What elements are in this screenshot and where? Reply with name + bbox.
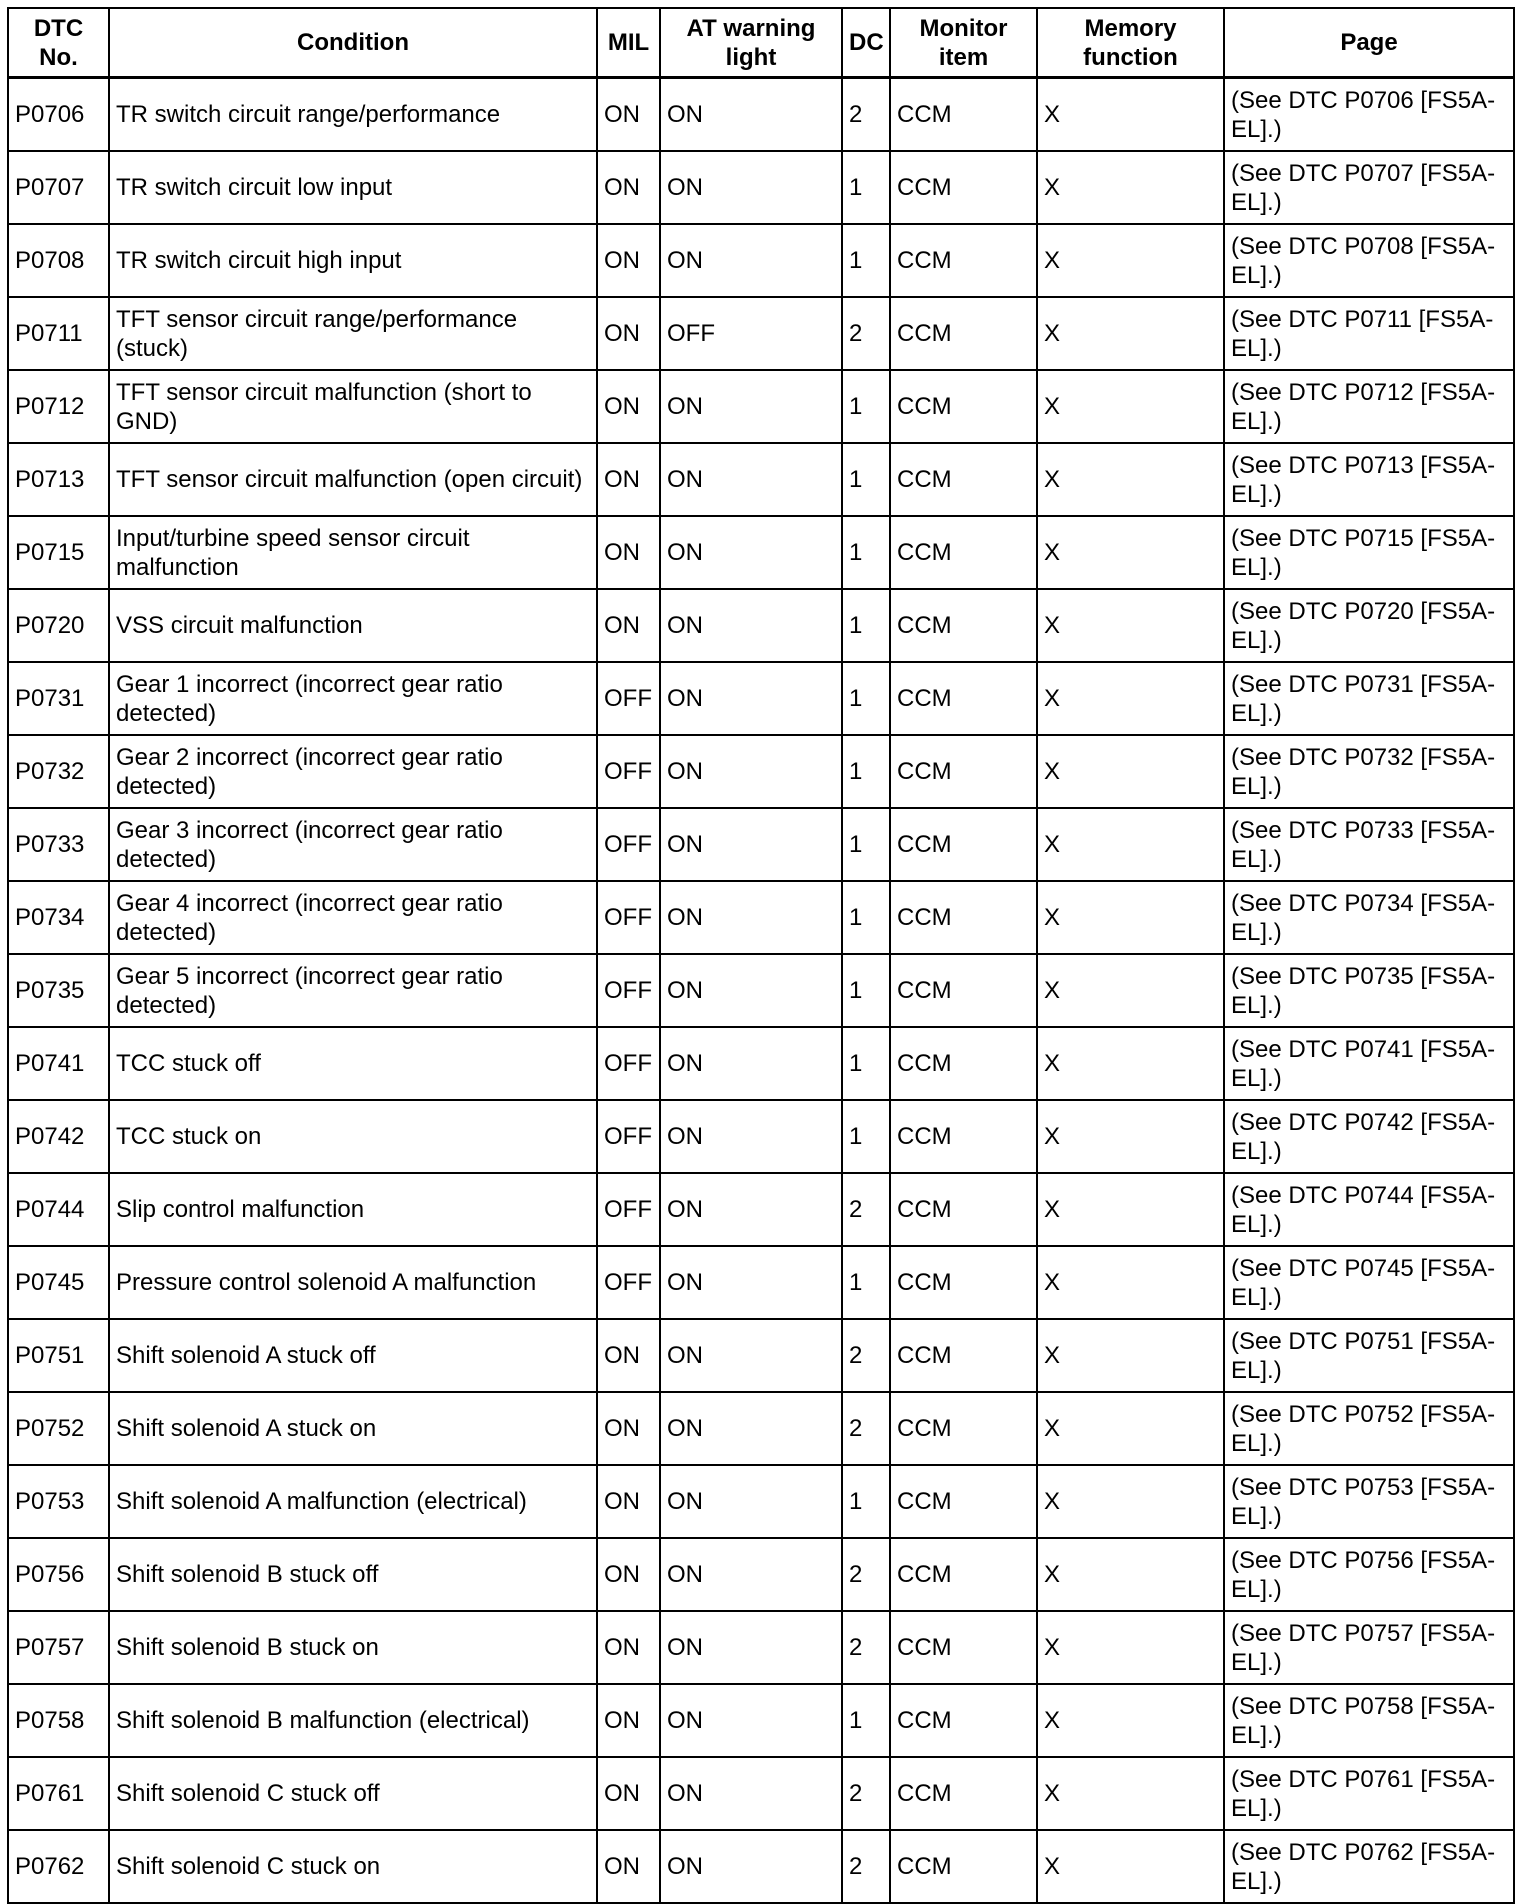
cell-mil: ON	[597, 151, 660, 224]
cell-monitor-item: CCM	[890, 297, 1037, 370]
table-row	[8, 1319, 1514, 1392]
cell-memory-function: X	[1037, 370, 1224, 443]
cell-memory-function: X	[1037, 443, 1224, 516]
cell-page: (See DTC P0706 [FS5A-EL].)	[1224, 78, 1514, 152]
cell-condition: Gear 5 incorrect (incorrect gear ratio detected)	[109, 954, 597, 1027]
cell-monitor-item: CCM	[890, 370, 1037, 443]
table-row	[8, 1830, 1514, 1903]
cell-dc: 1	[842, 516, 890, 589]
header-monitor-item: Monitor item	[890, 8, 1037, 78]
cell-mil: OFF	[597, 1100, 660, 1173]
table-row	[8, 1100, 1514, 1173]
table-row	[8, 954, 1514, 1027]
table-row	[8, 1757, 1514, 1830]
cell-dc: 2	[842, 1538, 890, 1611]
table-row	[8, 735, 1514, 808]
cell-memory-function: X	[1037, 1465, 1224, 1538]
cell-at-warning-light: ON	[660, 1465, 842, 1538]
cell-dtc-no: P0741	[8, 1027, 109, 1100]
cell-condition: Input/turbine speed sensor circuit malfunction	[109, 516, 597, 589]
cell-mil: ON	[597, 1757, 660, 1830]
cell-at-warning-light: ON	[660, 1319, 842, 1392]
cell-dtc-no: P0744	[8, 1173, 109, 1246]
table-row	[8, 1465, 1514, 1538]
cell-mil: ON	[597, 589, 660, 662]
cell-dc: 1	[842, 1465, 890, 1538]
cell-condition: Slip control malfunction	[109, 1173, 597, 1246]
cell-page: (See DTC P0711 [FS5A-EL].)	[1224, 297, 1514, 370]
cell-monitor-item: CCM	[890, 735, 1037, 808]
cell-dtc-no: P0733	[8, 808, 109, 881]
cell-memory-function: X	[1037, 881, 1224, 954]
cell-dtc-no: P0761	[8, 1757, 109, 1830]
cell-mil: ON	[597, 1830, 660, 1903]
cell-at-warning-light: ON	[660, 1757, 842, 1830]
cell-at-warning-light: ON	[660, 1392, 842, 1465]
cell-memory-function: X	[1037, 1757, 1224, 1830]
cell-dtc-no: P0734	[8, 881, 109, 954]
cell-condition: Shift solenoid C stuck on	[109, 1830, 597, 1903]
table-row	[8, 516, 1514, 589]
cell-monitor-item: CCM	[890, 78, 1037, 152]
cell-memory-function: X	[1037, 1173, 1224, 1246]
table-row	[8, 1538, 1514, 1611]
cell-dtc-no: P0707	[8, 151, 109, 224]
cell-dtc-no: P0753	[8, 1465, 109, 1538]
table-row	[8, 662, 1514, 735]
cell-condition: Shift solenoid A stuck off	[109, 1319, 597, 1392]
cell-at-warning-light: ON	[660, 78, 842, 152]
cell-dtc-no: P0758	[8, 1684, 109, 1757]
cell-dc: 2	[842, 78, 890, 152]
cell-dtc-no: P0752	[8, 1392, 109, 1465]
cell-condition: TR switch circuit range/performance	[109, 78, 597, 152]
cell-monitor-item: CCM	[890, 1173, 1037, 1246]
cell-at-warning-light: ON	[660, 443, 842, 516]
cell-mil: ON	[597, 1611, 660, 1684]
cell-page: (See DTC P0720 [FS5A-EL].)	[1224, 589, 1514, 662]
cell-page: (See DTC P0751 [FS5A-EL].)	[1224, 1319, 1514, 1392]
header-dc: DC	[842, 8, 890, 78]
cell-dtc-no: P0713	[8, 443, 109, 516]
cell-monitor-item: CCM	[890, 1611, 1037, 1684]
cell-page: (See DTC P0752 [FS5A-EL].)	[1224, 1392, 1514, 1465]
table-row	[8, 1246, 1514, 1319]
cell-dc: 1	[842, 662, 890, 735]
cell-page: (See DTC P0712 [FS5A-EL].)	[1224, 370, 1514, 443]
cell-page: (See DTC P0741 [FS5A-EL].)	[1224, 1027, 1514, 1100]
cell-mil: ON	[597, 1538, 660, 1611]
cell-condition: Gear 4 incorrect (incorrect gear ratio detected)	[109, 881, 597, 954]
cell-mil: OFF	[597, 808, 660, 881]
table-row	[8, 808, 1514, 881]
cell-mil: ON	[597, 297, 660, 370]
table-row	[8, 1027, 1514, 1100]
cell-dc: 1	[842, 881, 890, 954]
cell-monitor-item: CCM	[890, 1830, 1037, 1903]
cell-dtc-no: P0732	[8, 735, 109, 808]
cell-at-warning-light: ON	[660, 662, 842, 735]
table-row	[8, 297, 1514, 370]
cell-condition: Gear 1 incorrect (incorrect gear ratio detected)	[109, 662, 597, 735]
cell-dc: 1	[842, 1027, 890, 1100]
cell-mil: ON	[597, 516, 660, 589]
cell-condition: TR switch circuit high input	[109, 224, 597, 297]
cell-condition: Shift solenoid C stuck off	[109, 1757, 597, 1830]
cell-at-warning-light: ON	[660, 881, 842, 954]
cell-at-warning-light: ON	[660, 1173, 842, 1246]
cell-at-warning-light: ON	[660, 1027, 842, 1100]
cell-memory-function: X	[1037, 297, 1224, 370]
cell-memory-function: X	[1037, 1100, 1224, 1173]
cell-page: (See DTC P0756 [FS5A-EL].)	[1224, 1538, 1514, 1611]
cell-dc: 2	[842, 297, 890, 370]
cell-dc: 1	[842, 1684, 890, 1757]
cell-page: (See DTC P0753 [FS5A-EL].)	[1224, 1465, 1514, 1538]
cell-mil: OFF	[597, 881, 660, 954]
header-dtc-no: DTC No.	[8, 8, 109, 78]
cell-dtc-no: P0712	[8, 370, 109, 443]
cell-at-warning-light: ON	[660, 1684, 842, 1757]
cell-dc: 2	[842, 1611, 890, 1684]
cell-dc: 2	[842, 1319, 890, 1392]
cell-at-warning-light: ON	[660, 224, 842, 297]
cell-memory-function: X	[1037, 589, 1224, 662]
cell-page: (See DTC P0761 [FS5A-EL].)	[1224, 1757, 1514, 1830]
cell-page: (See DTC P0758 [FS5A-EL].)	[1224, 1684, 1514, 1757]
cell-mil: ON	[597, 224, 660, 297]
header-memory-function: Memory function	[1037, 8, 1224, 78]
cell-mil: ON	[597, 443, 660, 516]
cell-at-warning-light: ON	[660, 370, 842, 443]
cell-at-warning-light: ON	[660, 151, 842, 224]
cell-at-warning-light: ON	[660, 1538, 842, 1611]
cell-memory-function: X	[1037, 735, 1224, 808]
cell-memory-function: X	[1037, 1027, 1224, 1100]
cell-dc: 2	[842, 1830, 890, 1903]
cell-monitor-item: CCM	[890, 1027, 1037, 1100]
cell-condition: TFT sensor circuit malfunction (open circuit)	[109, 443, 597, 516]
cell-at-warning-light: ON	[660, 735, 842, 808]
cell-memory-function: X	[1037, 954, 1224, 1027]
cell-at-warning-light: ON	[660, 954, 842, 1027]
table-row	[8, 1173, 1514, 1246]
cell-at-warning-light: ON	[660, 1100, 842, 1173]
cell-dc: 2	[842, 1392, 890, 1465]
cell-page: (See DTC P0713 [FS5A-EL].)	[1224, 443, 1514, 516]
cell-dtc-no: P0735	[8, 954, 109, 1027]
cell-dc: 2	[842, 1173, 890, 1246]
cell-dtc-no: P0742	[8, 1100, 109, 1173]
cell-dc: 1	[842, 443, 890, 516]
cell-dc: 1	[842, 735, 890, 808]
cell-page: (See DTC P0732 [FS5A-EL].)	[1224, 735, 1514, 808]
cell-mil: ON	[597, 1684, 660, 1757]
cell-at-warning-light: ON	[660, 1830, 842, 1903]
cell-memory-function: X	[1037, 224, 1224, 297]
cell-page: (See DTC P0762 [FS5A-EL].)	[1224, 1830, 1514, 1903]
cell-mil: ON	[597, 1465, 660, 1538]
cell-condition: Shift solenoid B stuck off	[109, 1538, 597, 1611]
cell-monitor-item: CCM	[890, 1757, 1037, 1830]
cell-condition: Shift solenoid A malfunction (electrical)	[109, 1465, 597, 1538]
cell-dc: 2	[842, 1757, 890, 1830]
cell-mil: ON	[597, 1392, 660, 1465]
cell-page: (See DTC P0734 [FS5A-EL].)	[1224, 881, 1514, 954]
cell-dc: 1	[842, 1100, 890, 1173]
cell-memory-function: X	[1037, 662, 1224, 735]
cell-memory-function: X	[1037, 516, 1224, 589]
cell-dtc-no: P0762	[8, 1830, 109, 1903]
cell-dtc-no: P0731	[8, 662, 109, 735]
cell-page: (See DTC P0715 [FS5A-EL].)	[1224, 516, 1514, 589]
cell-monitor-item: CCM	[890, 1465, 1037, 1538]
cell-memory-function: X	[1037, 808, 1224, 881]
cell-monitor-item: CCM	[890, 881, 1037, 954]
cell-mil: OFF	[597, 954, 660, 1027]
table-row	[8, 1611, 1514, 1684]
cell-memory-function: X	[1037, 1684, 1224, 1757]
cell-mil: ON	[597, 1319, 660, 1392]
cell-mil: OFF	[597, 1173, 660, 1246]
cell-monitor-item: CCM	[890, 516, 1037, 589]
table-row	[8, 78, 1514, 152]
cell-page: (See DTC P0731 [FS5A-EL].)	[1224, 662, 1514, 735]
cell-mil: OFF	[597, 735, 660, 808]
cell-at-warning-light: ON	[660, 516, 842, 589]
cell-at-warning-light: ON	[660, 808, 842, 881]
cell-mil: OFF	[597, 662, 660, 735]
cell-condition: Gear 2 incorrect (incorrect gear ratio detected)	[109, 735, 597, 808]
cell-monitor-item: CCM	[890, 224, 1037, 297]
cell-dtc-no: P0751	[8, 1319, 109, 1392]
cell-condition: TR switch circuit low input	[109, 151, 597, 224]
cell-monitor-item: CCM	[890, 1392, 1037, 1465]
cell-condition: TCC stuck off	[109, 1027, 597, 1100]
cell-mil: ON	[597, 78, 660, 152]
table-row	[8, 151, 1514, 224]
table-row	[8, 589, 1514, 662]
table-body	[8, 78, 1514, 1904]
cell-page: (See DTC P0744 [FS5A-EL].)	[1224, 1173, 1514, 1246]
cell-dc: 1	[842, 808, 890, 881]
cell-memory-function: X	[1037, 1611, 1224, 1684]
cell-page: (See DTC P0735 [FS5A-EL].)	[1224, 954, 1514, 1027]
cell-dc: 1	[842, 954, 890, 1027]
cell-memory-function: X	[1037, 1392, 1224, 1465]
cell-condition: Gear 3 incorrect (incorrect gear ratio detected)	[109, 808, 597, 881]
table-row	[8, 1392, 1514, 1465]
cell-dc: 1	[842, 1246, 890, 1319]
cell-condition: TFT sensor circuit malfunction (short to GND)	[109, 370, 597, 443]
cell-dc: 1	[842, 370, 890, 443]
header-at-warning-light: AT warning light	[660, 8, 842, 78]
cell-at-warning-light: OFF	[660, 297, 842, 370]
cell-dtc-no: P0720	[8, 589, 109, 662]
cell-monitor-item: CCM	[890, 808, 1037, 881]
cell-dtc-no: P0756	[8, 1538, 109, 1611]
table-row	[8, 370, 1514, 443]
table-row	[8, 881, 1514, 954]
header-condition: Condition	[109, 8, 597, 78]
cell-condition: VSS circuit malfunction	[109, 589, 597, 662]
cell-memory-function: X	[1037, 78, 1224, 152]
cell-monitor-item: CCM	[890, 589, 1037, 662]
cell-mil: ON	[597, 370, 660, 443]
cell-at-warning-light: ON	[660, 1246, 842, 1319]
cell-dtc-no: P0708	[8, 224, 109, 297]
header-page: Page	[1224, 8, 1514, 78]
table-row	[8, 443, 1514, 516]
cell-monitor-item: CCM	[890, 662, 1037, 735]
dtc-table	[7, 7, 1515, 1904]
cell-dtc-no: P0715	[8, 516, 109, 589]
cell-monitor-item: CCM	[890, 1319, 1037, 1392]
cell-memory-function: X	[1037, 1830, 1224, 1903]
cell-memory-function: X	[1037, 1538, 1224, 1611]
cell-page: (See DTC P0742 [FS5A-EL].)	[1224, 1100, 1514, 1173]
cell-mil: OFF	[597, 1246, 660, 1319]
cell-dtc-no: P0706	[8, 78, 109, 152]
cell-condition: Shift solenoid B malfunction (electrical)	[109, 1684, 597, 1757]
cell-dc: 1	[842, 589, 890, 662]
cell-memory-function: X	[1037, 1246, 1224, 1319]
cell-memory-function: X	[1037, 1319, 1224, 1392]
cell-condition: Shift solenoid A stuck on	[109, 1392, 597, 1465]
cell-condition: Pressure control solenoid A malfunction	[109, 1246, 597, 1319]
cell-monitor-item: CCM	[890, 1100, 1037, 1173]
cell-page: (See DTC P0708 [FS5A-EL].)	[1224, 224, 1514, 297]
cell-page: (See DTC P0707 [FS5A-EL].)	[1224, 151, 1514, 224]
header-mil: MIL	[597, 8, 660, 78]
cell-condition: Shift solenoid B stuck on	[109, 1611, 597, 1684]
cell-dtc-no: P0745	[8, 1246, 109, 1319]
cell-dc: 1	[842, 151, 890, 224]
cell-dtc-no: P0711	[8, 297, 109, 370]
cell-page: (See DTC P0745 [FS5A-EL].)	[1224, 1246, 1514, 1319]
table-row	[8, 1684, 1514, 1757]
cell-memory-function: X	[1037, 151, 1224, 224]
header-row	[8, 8, 1514, 78]
cell-monitor-item: CCM	[890, 1538, 1037, 1611]
cell-monitor-item: CCM	[890, 443, 1037, 516]
cell-at-warning-light: ON	[660, 1611, 842, 1684]
cell-page: (See DTC P0733 [FS5A-EL].)	[1224, 808, 1514, 881]
cell-monitor-item: CCM	[890, 954, 1037, 1027]
cell-mil: OFF	[597, 1027, 660, 1100]
cell-monitor-item: CCM	[890, 1246, 1037, 1319]
cell-condition: TFT sensor circuit range/performance (stuck)	[109, 297, 597, 370]
cell-monitor-item: CCM	[890, 151, 1037, 224]
cell-monitor-item: CCM	[890, 1684, 1037, 1757]
cell-dtc-no: P0757	[8, 1611, 109, 1684]
cell-dc: 1	[842, 224, 890, 297]
table-row	[8, 224, 1514, 297]
cell-condition: TCC stuck on	[109, 1100, 597, 1173]
cell-at-warning-light: ON	[660, 589, 842, 662]
cell-page: (See DTC P0757 [FS5A-EL].)	[1224, 1611, 1514, 1684]
